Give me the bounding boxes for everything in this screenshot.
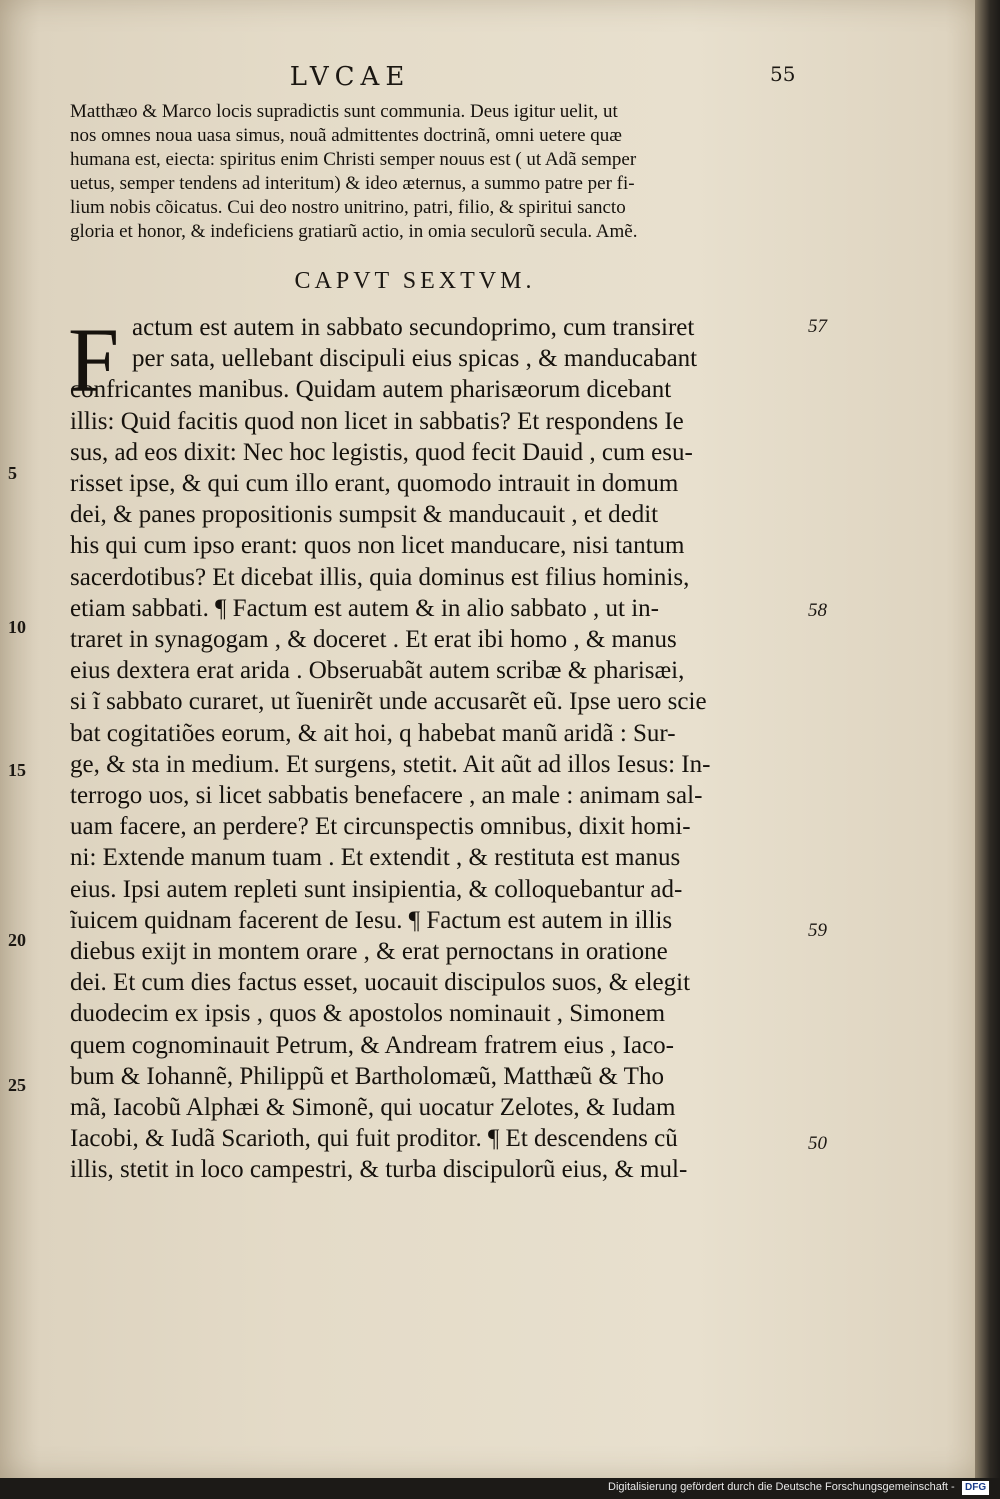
text-line: eius dextera erat arida . Obseruabãt autem scribæ & pharisæi,: [70, 657, 685, 685]
line-number: 25: [8, 1075, 26, 1095]
line-number: 15: [8, 760, 26, 780]
text-line: si ĩ sabbato curaret, ut ĩuenirẽt unde accusarẽt eũ. Ipse uero scie: [70, 688, 707, 716]
text-line: dei, & panes propositionis sumpsit & manducauit , et dedit: [70, 501, 659, 529]
text-line: ni: Extende manum tuam . Et extendit , & restituta est manus: [70, 844, 681, 872]
text-line: ge, & sta in medium. Et surgens, stetit. Ait aũt ad illos Iesus: In-: [70, 750, 711, 778]
verse-number: 50: [808, 1133, 827, 1154]
main-text: [68, 309, 800, 1186]
text-line: Iacobi, & Iudã Scarioth, qui fuit proditor. ¶ Et descendens cũ: [70, 1125, 678, 1153]
line-number: 20: [8, 930, 26, 950]
top-paragraph: [70, 100, 800, 244]
verse-number: 59: [808, 920, 827, 941]
text-line: illis: Quid facitis quod non licet in sabbatis? Et respondens Ie: [70, 407, 684, 435]
text-line: uam facere, an perdere? Et circunspectis omnibus, dixit homi-: [70, 813, 691, 841]
text-line: bat cogitatiões eorum, & ait hoi, q habebat manũ aridã : Sur-: [70, 719, 676, 747]
page-edge-shadow: [975, 0, 1000, 1478]
digitization-credit: Digitalisierung gefördert durch die Deutsche Forschungsgemeinschaft -: [608, 1481, 955, 1493]
text-line: etiam sabbati. ¶ Factum est autem & in alio sabbato , ut in-: [70, 594, 659, 622]
text-line: sus, ad eos dixit: Nec hoc legistis, quod fecit Dauid , cum esu-: [70, 438, 693, 466]
text-line: dei. Et cum dies factus esset, uocauit discipulos suos, & elegit: [70, 969, 691, 997]
text-line: actum est autem in sabbato secundoprimo, cum transiret: [132, 314, 695, 341]
text-line: mã, Iacobũ Alphæi & Simonẽ, qui uocatur Zelotes, & Iudam: [70, 1094, 676, 1122]
line-number: 10: [8, 617, 26, 637]
folio-number: 55: [770, 62, 796, 86]
text-line: eius. Ipsi autem repleti sunt insipientia, & colloquebantur ad-: [70, 875, 683, 903]
text-line: per sata, uellebant discipuli eius spicas , & manducabant: [132, 345, 698, 373]
text-line: illis, stetit in loco campestri, & turba discipulorũ eius, & mul-: [70, 1156, 688, 1184]
chapter-title: CAPVT SEXTVM.: [294, 268, 536, 294]
verse-number: 57: [808, 316, 827, 337]
text-line: bum & Iohannẽ, Philippũ et Bartholomæũ, Matthæũ & Tho: [70, 1062, 664, 1090]
text-line: Matthæo & Marco locis supradictis sunt communia. Deus igitur uelit, ut: [70, 101, 618, 122]
text-line: nos omnes noua uasa simus, nouã admittentes doctrinã, omni uetere quæ: [70, 125, 622, 146]
line-number: 5: [8, 463, 17, 483]
text-line: terrogo uos, si licet sabbatis benefacere , an male : animam sal-: [70, 782, 703, 810]
text-line: confricantes manibus. Quidam autem pharisæorum dicebant: [70, 376, 672, 404]
text-line: risset ipse, & qui cum illo erant, quomodo intrauit in domum: [70, 470, 679, 498]
drop-cap-initial: F: [68, 309, 120, 411]
text-line: lium nobis cõicatus. Cui deo nostro unitrino, patri, filio, & spiritui sancto: [70, 197, 626, 218]
running-title: LVCAE: [289, 62, 411, 92]
text-line: humana est, eiecta: spiritus enim Christi semper nouus est ( ut Adã semper: [70, 149, 637, 170]
text-line: sacerdotibus? Et dicebat illis, quia dominus est filius hominis,: [70, 563, 690, 591]
text-line: traret in synagogam , & doceret . Et erat ibi homo , & manus: [70, 626, 677, 654]
text-line: uetus, semper tendens ad interitum) & ideo æternus, a summo patre per fi-: [70, 173, 635, 194]
text-line: quem cognominauit Petrum, & Andream fratrem eius , Iaco-: [70, 1031, 674, 1059]
text-line: diebus exijt in montem orare , & erat pernoctans in oratione: [70, 938, 668, 966]
text-line: ĩuicem quidnam facerent de Iesu. ¶ Factum est autem in illis: [70, 906, 673, 934]
text-line: his qui cum ipso erant: quos non licet manducare, nisi tantum: [70, 532, 685, 560]
dfg-logo: DFG: [962, 1481, 989, 1495]
text-line: duodecim ex ipsis , quos & apostolos nominauit , Simonem: [70, 1000, 666, 1028]
text-line: gloria et honor, & indeficiens gratiarũ actio, in omia seculorũ secula. Amẽ.: [70, 221, 638, 242]
verse-number: 58: [808, 600, 827, 621]
